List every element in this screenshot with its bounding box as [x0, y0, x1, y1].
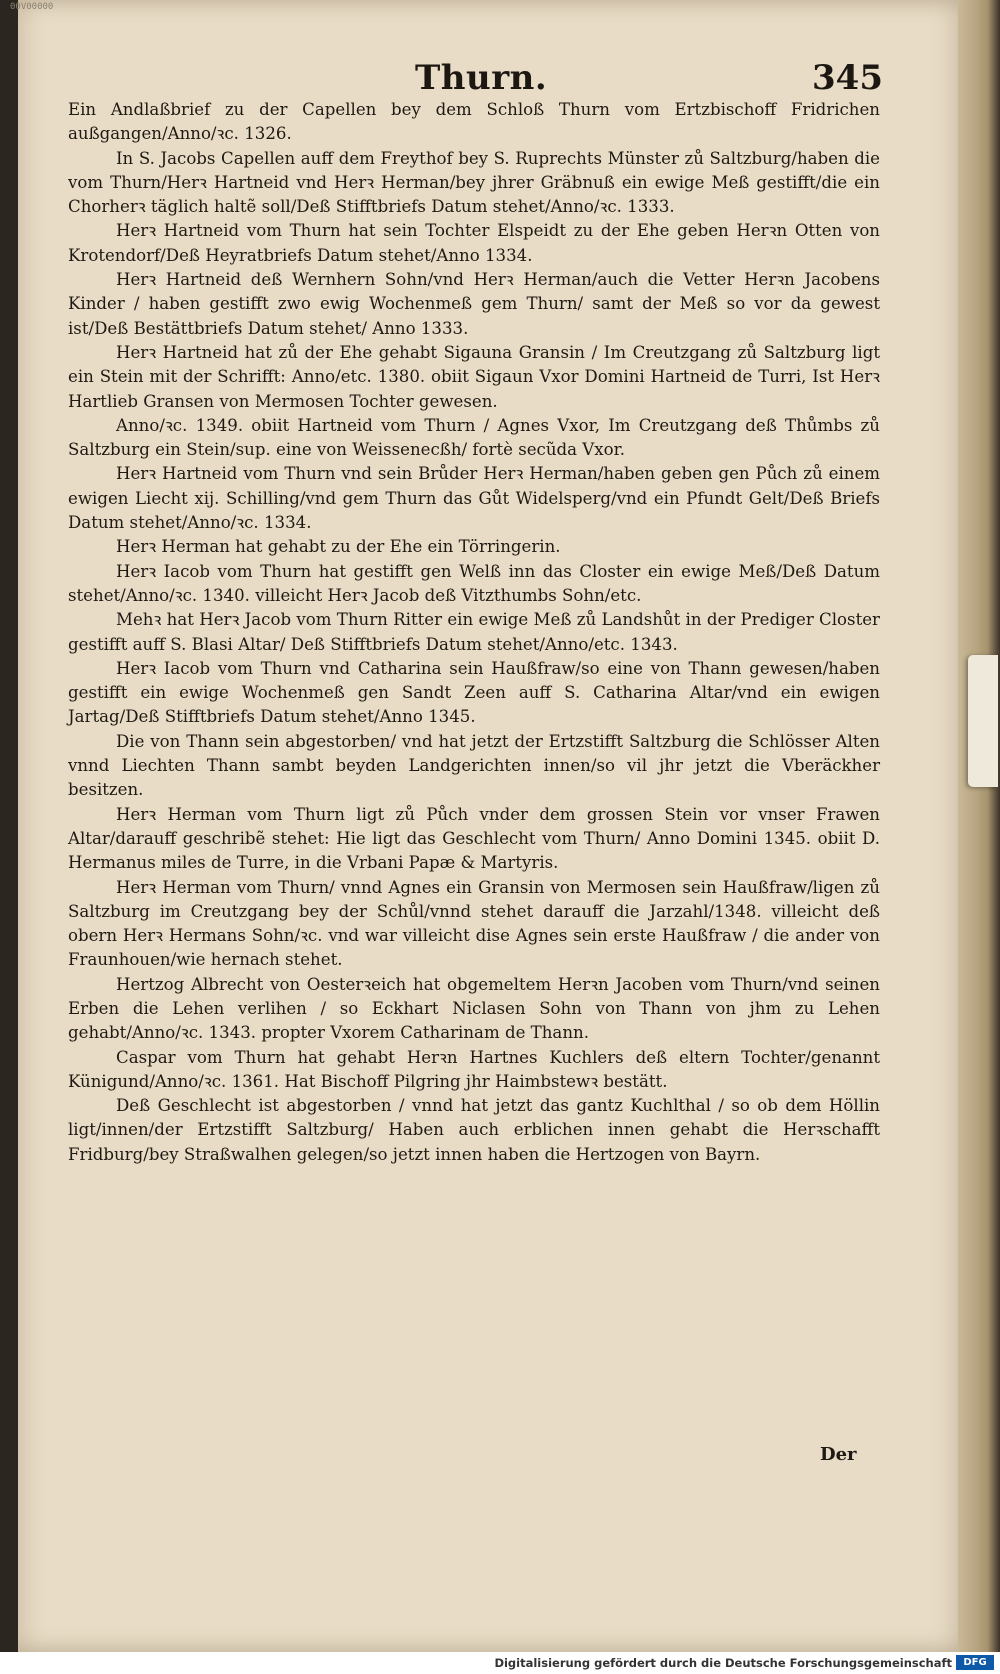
paragraph: Herꝛ Hartneid deß Wernhern Sohn/vnd Herꝛ Herman/auch die Vetter Herꝛn Jacobens Kinder / haben gestifft zwo ewig Wochenmeß gem Thurn/ samt der Meß so vor da gewest ist/Deß Bestättbriefs Datum stehet/ Anno 1333.: [68, 270, 880, 338]
paragraph: Herꝛ Herman hat gehabt zu der Ehe ein Törringerin.: [116, 537, 561, 557]
body-text: [68, 98, 880, 1167]
paragraph: Hertzog Albrecht von Oesterꝛeich hat obgemeltem Herꝛn Jacoben vom Thurn/vnd seinen Erben die Lehen verlihen / so Eckhart Niclasen Sohn von Thann von jhm zu Lehen gehabt/Anno/ꝛc. 1343. propter Vxorem Catharinam de Thann.: [68, 974, 880, 1043]
paragraph: Herꝛ Hartneid vom Thurn hat sein Tochter Elspeidt zu der Ehe geben Herꝛn Otten von Krotendorf/Deß Heyratbriefs Datum stehet/Anno 1334.: [68, 221, 880, 265]
paragraph: Anno/ꝛc. 1349. obiit Hartneid vom Thurn / Agnes Vxor, Im Creutzgang deß Thůmbs zů Saltzburg ein Stein/sup. eine von Weissenecßh/ fortè secũda Vxor.: [68, 415, 880, 460]
corner-mark: 00V00000: [10, 2, 54, 12]
paragraph: Herꝛ Iacob vom Thurn vnd Catharina sein Haußfraw/so eine von Thann gewesen/haben gestifft ein ewige Wochenmeß gen Sandt Zeen auff S. Catharina Altar/vnd ein ewigen Jartag/Deß Stifftbriefs Datum stehet/Anno 1345.: [68, 658, 880, 727]
catchword: Der: [820, 1444, 857, 1465]
paragraph: In S. Jacobs Capellen auff dem Freythof bey S. Ruprechts Münster zů Saltzburg/haben die vom Thurn/Herꝛ Hartneid vnd Herꝛ Herman/bey jhrer Gräbnuß ein ewige Meß gestifft/die ein Chorherꝛ täglich haltẽ soll/Deß Stifftbriefs Datum stehet/Anno/ꝛc. 1333.: [68, 148, 880, 217]
funding-note: Digitalisierung gefördert durch die Deutsche Forschungsgemeinschaft: [494, 1656, 952, 1670]
paragraph: Caspar vom Thurn hat gehabt Herꝛn Hartnes Kuchlers deß eltern Tochter/genannt Künigund/Anno/ꝛc. 1361. Hat Bischoff Pilgring jhr Haimbstewꝛ bestätt.: [68, 1047, 880, 1091]
paragraph: Ein Andlaßbrief zu der Capellen bey dem Schloß Thurn vom Ertzbischoff Fridrichen außgangen/Anno/ꝛc. 1326.: [68, 100, 880, 144]
dfg-logo: DFG: [956, 1655, 994, 1670]
paragraph: Mehꝛ hat Herꝛ Jacob vom Thurn Ritter ein ewige Meß zů Landshůt in der Prediger Closter gestifft auff S. Blasi Altar/ Deß Stifftbriefs Datum stehet/Anno/etc. 1343.: [68, 610, 880, 654]
paragraph: Die von Thann sein abgestorben/ vnd hat jetzt der Ertzstifft Saltzburg die Schlösser Alten vnnd Liechten Thann sambt beyden Landgerichten innen/so vil jhr jetzt die Vberäckher besitzen.: [68, 731, 880, 800]
paragraph: Herꝛ Herman vom Thurn/ vnnd Agnes ein Gransin von Mermosen sein Haußfraw/ligen zů Saltzburg im Creutzgang bey der Schůl/vnnd stehet darauff die Jarzahl/1348. villeicht deß obern Herꝛ Hermans Sohn/ꝛc. vnd war villeicht dise Agnes sein erste Haußfraw / die ander von Fraunhouen/wie hernach stehet.: [68, 877, 880, 970]
paragraph: Herꝛ Herman vom Thurn ligt zů Půch vnder dem grossen Stein vor vnser Frawen Altar/darauff geschribẽ stehet: Hie ligt das Geschlecht vom Thurn/ Anno Domini 1345. obiit D. Hermanus miles de Turre, in die Vrbani Papæ & Martyris.: [68, 804, 880, 873]
page-number: 345: [812, 58, 883, 98]
running-title: Thurn.: [415, 58, 548, 98]
bookmark-tab: [968, 655, 998, 787]
paragraph: Herꝛ Hartneid hat zů der Ehe gehabt Sigauna Gransin / Im Creutzgang zů Saltzburg ligt ein Stein mit der Schrifft: Anno/etc. 1380. obiit Sigaun Vxor Domini Hartneid de Turri, Ist Herꝛ Hartlieb Gransen von Mermosen Tochter gewesen.: [68, 342, 880, 411]
footer-bar: [0, 1652, 1000, 1674]
paragraph: Deß Geschlecht ist abgestorben / vnnd hat jetzt das gantz Kuchlthal / so ob dem Höllin ligt/innen/der Ertzstifft Saltzburg/ Haben auch erblichen innen gehabt die Herꝛschafft Fridburg/bey Straßwalhen gelegen/so jetzt innen haben die Hertzogen von Bayrn.: [68, 1096, 880, 1164]
paragraph: Herꝛ Hartneid vom Thurn vnd sein Brůder Herꝛ Herman/haben geben gen Půch zů einem ewigen Liecht xij. Schilling/vnd gem Thurn das Gůt Widelsperg/vnd ein Pfundt Gelt/Deß Briefs Datum stehet/Anno/ꝛc. 1334.: [68, 464, 880, 533]
paragraph: Herꝛ Iacob vom Thurn hat gestifft gen Welß inn das Closter ein ewige Meß/Deß Datum stehet/Anno/ꝛc. 1340. villeicht Herꝛ Jacob deß Vitzthumbs Sohn/etc.: [68, 561, 880, 605]
page-edge: [958, 0, 1000, 1652]
